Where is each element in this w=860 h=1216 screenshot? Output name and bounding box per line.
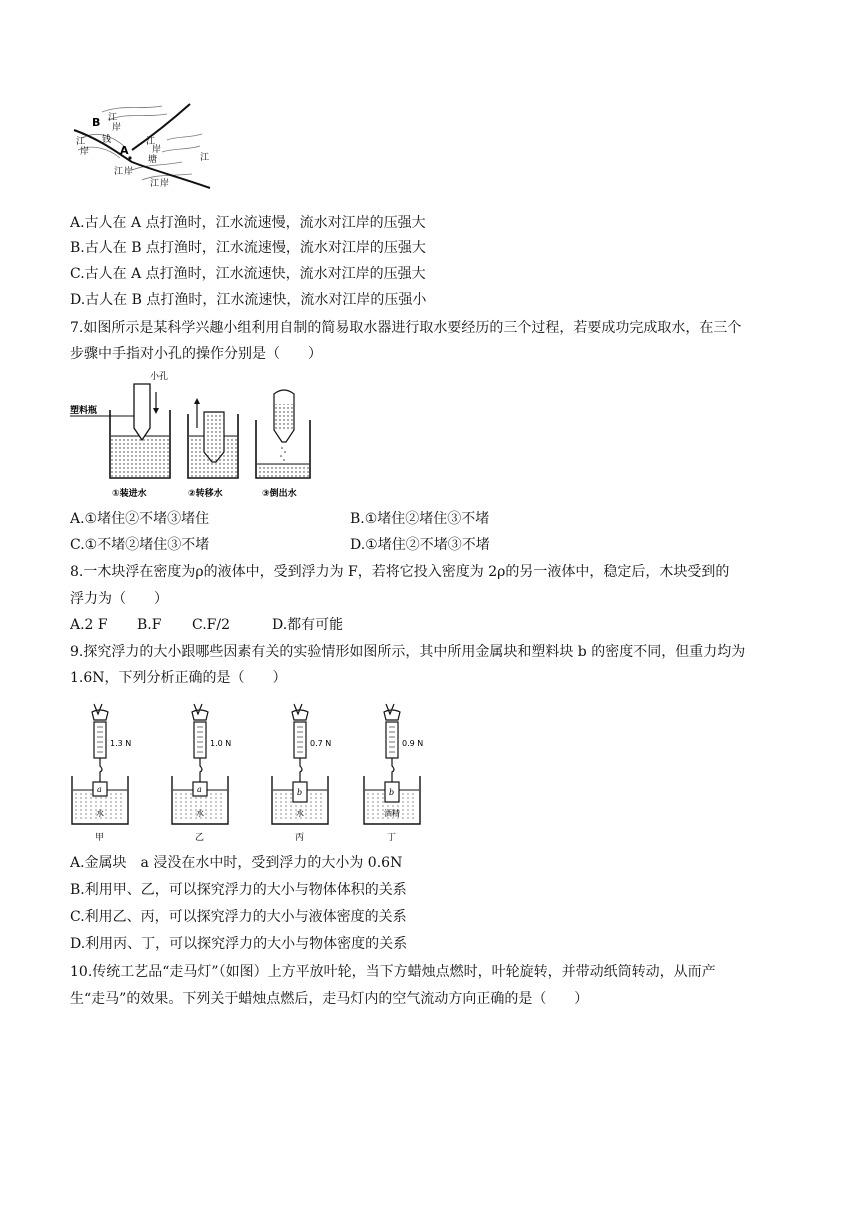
q8-stem: 8.一木块浮在密度为ρ的液体中，受到浮力为 F，若将它投入密度为 2ρ的另一液体中，稳定后，木块受到的 [70,564,730,580]
q7-option-a: A.①堵住②不堵③堵住 [70,511,210,527]
step-caption: ③倒出水 [262,489,297,499]
q9-stem: 9.探究浮力的大小跟哪些因素有关的实验情形如图所示，其中所用金属块和塑料块 b 的密度不同，但重力均为 [70,644,746,660]
block-label: a [197,785,202,794]
q7-stem: 7.如图所示是某科学兴趣小组利用自制的简易取水器进行取水要经历的三个过程，若要成功完成取水，在三个 [70,320,742,336]
bottle-label: 塑料瓶 [70,406,98,416]
hand-icon [292,704,308,720]
map-label: 塘 [148,155,158,165]
scale-reading: 0.7 N [310,739,332,748]
map-label: A [120,144,129,157]
block-label: b [297,788,303,797]
liquid-label: 水 [196,809,204,818]
q8-stem-cont: 浮力为（ ） [70,591,168,607]
map-label: 岸 [152,145,162,155]
hand-icon [92,704,108,720]
hook [392,758,394,782]
map-label: 岸 [160,179,170,189]
q10-stem: 10.传统工艺品“走马灯”（如图）上方平放叶轮，当下方蜡烛点燃时，叶轮旋转，并带动纸筒转动，从而产 [70,964,716,980]
q8-option-a: A.2 F [70,617,108,633]
spring-scale [294,722,306,758]
hole-label: 小孔 [150,372,169,382]
q8-option-c: C.F/2 [192,617,231,633]
water-fetcher-figure [70,370,330,504]
spring-scale [94,722,106,758]
spring-scale [194,722,206,758]
q6-option-c: C.古人在 A 点打渔时，江水流速快，流水对江岸的压强大 [70,266,426,282]
q7-option-d: D.①堵住②不堵③不堵 [350,537,490,553]
q10-stem-cont: 生“走马”的效果。下列关于蜡烛点燃后，走马灯内的空气流动方向正确的是（ ） [70,991,589,1007]
map-label: 岸 [124,167,134,177]
spring-scale [386,722,398,758]
block-label: b [389,788,395,797]
q7-stem-cont: 步骤中手指对小孔的操作分别是（ ） [70,346,322,362]
map-label: 钱 [102,135,112,145]
river-map-figure [72,100,212,192]
step-caption: ②转移水 [188,489,223,499]
q9-option-b: B.利用甲、乙，可以探究浮力的大小与物体体积的关系 [70,882,407,898]
setup-caption: 丁 [387,833,397,843]
hand-icon [192,704,208,720]
map-label: 岸 [80,147,90,157]
setup-caption: 丙 [295,833,305,843]
buoyancy-figure [60,700,424,846]
q9-stem-cont: 1.6N，下列分析正确的是（ ） [70,670,287,686]
map-label: 江 [200,153,210,163]
q7-option-c: C.①不堵②堵住③不堵 [70,537,210,553]
liquid-label: 水 [296,809,304,818]
hook [300,758,302,782]
q8-option-d: D.都有可能 [272,617,344,633]
block-label: a [97,785,102,794]
q9-option-c: C.利用乙、丙，可以探究浮力的大小与液体密度的关系 [70,909,407,925]
scale-reading: 0.9 N [402,739,424,748]
map-label: B [92,116,101,129]
map-label: 江 [76,137,86,147]
setup-caption: 乙 [195,833,205,843]
setup-caption: 甲 [95,833,105,843]
q9-option-a: A.金属块 a 浸没在水中时，受到浮力的大小为 0.6N [70,855,403,871]
map-label: 岸 [112,123,122,133]
q8-option-b: B.F [137,617,162,633]
hook [200,758,202,782]
hook [100,758,102,782]
map-label: 江 [108,113,118,123]
step-caption: ①装进水 [112,489,147,499]
q6-option-b: B.古人在 B 点打渔时，江水流速慢，流水对江岸的压强大 [70,240,426,256]
hand-icon [384,704,400,720]
liquid-label: 酒精 [384,809,400,818]
map-label: 江 [150,179,160,189]
scale-reading: 1.3 N [110,739,132,748]
map-label: 江 [146,137,156,147]
q6-option-a: A.古人在 A 点打渔时，江水流速慢，流水对江岸的压强大 [70,215,426,231]
q9-option-d: D.利用丙、丁，可以探究浮力的大小与物体密度的关系 [70,936,408,952]
scale-reading: 1.0 N [210,739,232,748]
map-label: 江 [114,167,124,177]
liquid-label: 水 [96,809,104,818]
q7-option-b: B.①堵住②堵住③不堵 [350,511,490,527]
q6-option-d: D.古人在 B 点打渔时，江水流速快，流水对江岸的压强小 [70,292,427,308]
